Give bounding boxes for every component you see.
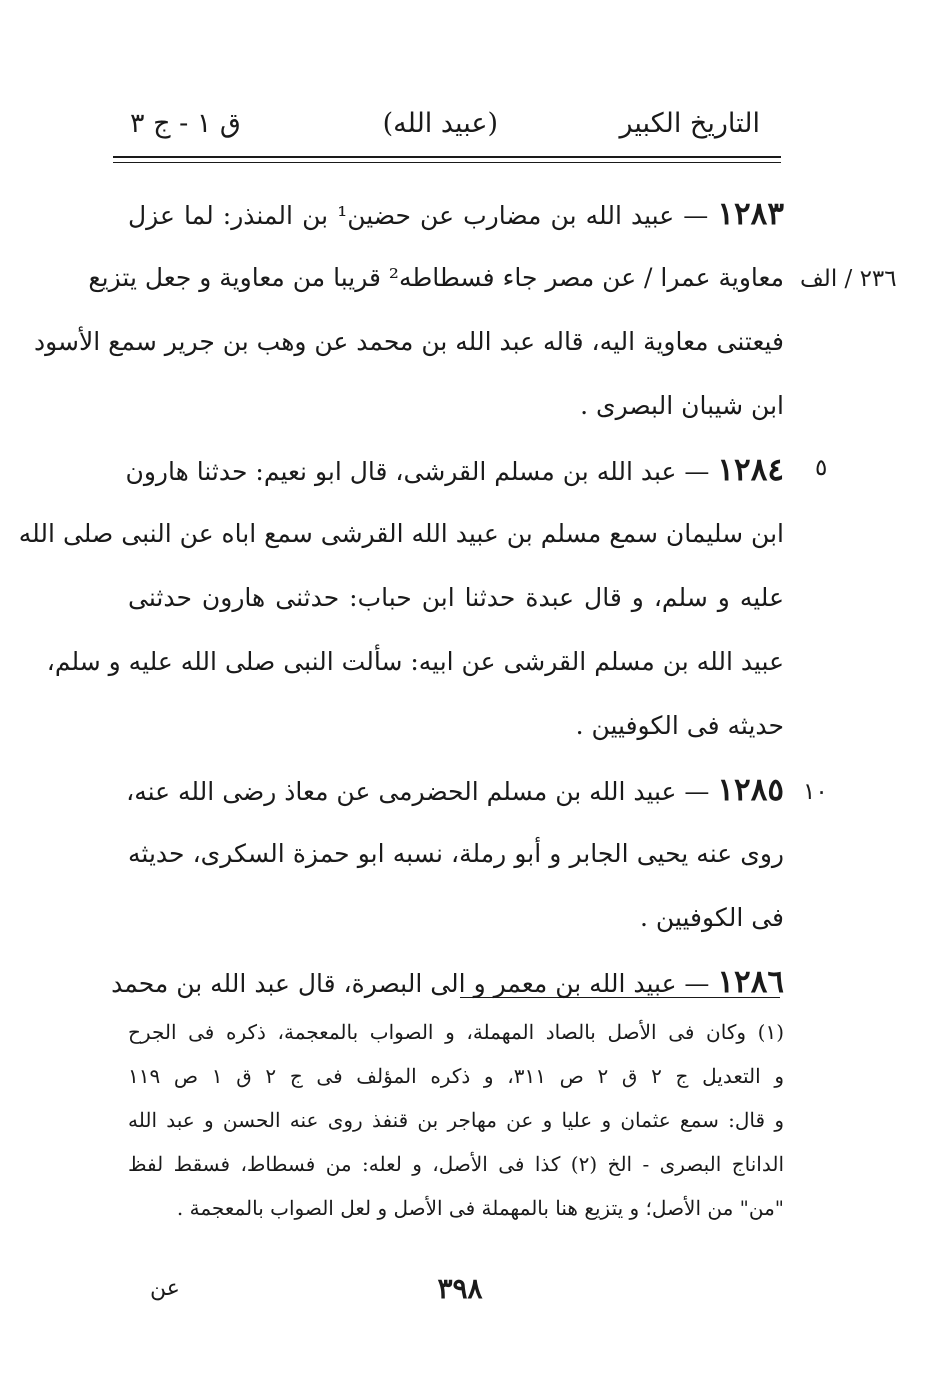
entry-1285 <box>128 758 784 950</box>
entry-number: ١٢٨٦ <box>717 964 784 1000</box>
text-line: عليه و سلم، و قال عبدة حدثنا ابن حباب: حدثنى هارون حدثنى <box>128 583 784 612</box>
text-line: معاوية عمرا / عن مصر جاء فسطاطه² قريبا من معاوية و جعل يتزيع <box>88 263 784 292</box>
entry-text: — عبيد الله بن مضارب عن حضين¹ بن المنذر: لما عزل <box>128 201 709 230</box>
text-line: ابن شيبان البصرى . <box>580 391 784 420</box>
footnote-line: الداناج البصرى - الخ (٢) كذا فى الأصل، و لعله: من فسطاط، فسقط لفظ <box>128 1152 784 1176</box>
footnotes <box>128 1010 784 1230</box>
running-entry-name: (عبيد الله) <box>382 108 498 139</box>
entry-text: — عبد الله بن مسلم القرشى، قال ابو نعيم: حدثنا هارون <box>125 457 710 486</box>
footnote-line: (١) وكان فى الأصل بالصاد المهملة، و الصواب بالمعجمة، ذكره فى الجرح <box>128 1020 784 1044</box>
entry-number: ١٢٨٣ <box>717 196 784 232</box>
footnote-line: و التعديل ج ٢ ق ٢ ص ٣١١، و ذكره المؤلف فى ج ٢ ق ١ ص ١١٩ <box>128 1064 785 1088</box>
text-line <box>128 758 784 822</box>
book-title: التاريخ الكبير <box>619 108 760 139</box>
catchword: عن <box>150 1276 180 1301</box>
part-volume-indicator: ق ١ - ج ٣ <box>130 108 241 139</box>
page-number: ٣٩٨ <box>437 1272 483 1305</box>
footnote-line: "من" من الأصل؛ و يتزيع هنا بالمهملة فى الأصل و لعل الصواب بالمعجمة . <box>176 1196 784 1220</box>
text-line <box>128 182 784 246</box>
text-line: ابن سليمان سمع مسلم بن عبيد الله القرشى سمع اباه عن النبى صلى الله <box>18 519 784 548</box>
entry-1284 <box>18 438 784 758</box>
header-rule-thick <box>113 156 781 158</box>
running-head <box>130 108 760 152</box>
main-text <box>18 182 784 1014</box>
entry-1286 <box>111 950 784 1014</box>
text-line: حديثه فى الكوفيين . <box>575 711 784 740</box>
margin-line-number-5: ٥ <box>815 455 828 481</box>
entry-text: — عبيد الله بن مسلم الحضرمى عن معاذ رضى الله عنه، <box>126 777 710 806</box>
text-line: روى عنه يحيى الجابر و أبو رملة، نسبه ابو حمزة السكرى، حديثه <box>128 839 784 868</box>
text-line <box>111 950 784 1014</box>
header-rule-thin <box>113 162 781 163</box>
text-line: عبيد الله بن مسلم القرشى عن ابيه: سألت النبى صلى الله عليه و سلم، <box>46 647 784 676</box>
text-line <box>125 438 784 502</box>
margin-folio-reference: ٢٣٦ / الف <box>800 266 897 292</box>
text-line: فيعتنى معاوية اليه، قاله عبد الله بن محمد عن وهب بن جرير سمع الأسود <box>33 327 784 356</box>
entry-number: ١٢٨٤ <box>717 452 784 488</box>
footnote-line: و قال: سمع عثمان و عليا و عن مهاجر بن قنفذ روى عنه الحسن و عبد الله <box>128 1108 784 1132</box>
margin-line-number-10: ١٠ <box>803 779 828 805</box>
entry-number: ١٢٨٥ <box>717 772 784 808</box>
entry-1283 <box>33 182 784 438</box>
footnote-rule <box>460 997 780 998</box>
text-line: فى الكوفيين . <box>640 903 784 932</box>
entry-text: — عبيد الله بن معمر و الى البصرة، قال عبد الله بن محمد <box>111 969 710 998</box>
